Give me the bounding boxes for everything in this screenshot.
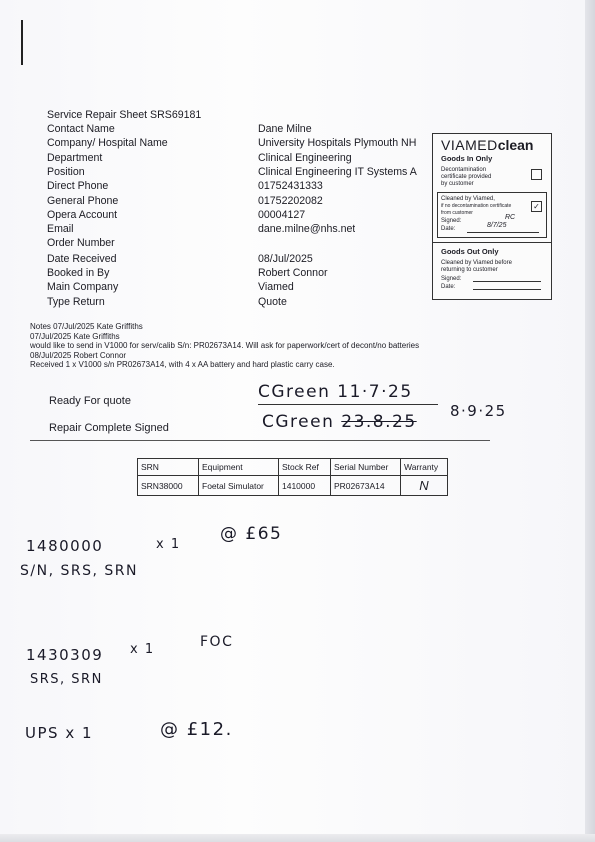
field-label: Position [47, 165, 85, 178]
table-row [138, 476, 448, 496]
hand-line2-items: SRS, SRN [30, 672, 103, 687]
stamp-out-text-2: returning to customer [441, 267, 498, 273]
field-value: University Hospitals Plymouth NH [258, 137, 417, 150]
stamp-out-title: Goods Out Only [441, 247, 499, 256]
field-value: 00004127 [258, 208, 306, 221]
field-label: General Phone [47, 194, 119, 207]
field-value: 01752431333 [258, 180, 323, 193]
stamp-date-label: Date: [441, 226, 456, 232]
stamp-brand-a: VIAMED [441, 137, 498, 153]
repair-signature [262, 412, 417, 432]
field-value: 01752202082 [258, 194, 323, 207]
stamp-out-text-1: Cleaned by Viamed before [441, 260, 512, 266]
ready-for-quote-label: Ready For quote [49, 395, 131, 407]
stamp-out-signed-line [473, 281, 541, 282]
repair-complete-label: Repair Complete Signed [49, 422, 169, 434]
table-cell: N [401, 476, 448, 496]
stamp-cleaned-text-3: from customer [441, 210, 473, 216]
stamp-out-date: Date: [441, 284, 456, 290]
field-label: Direct Phone [47, 180, 109, 193]
stamp-in-text-1: Decontamination [441, 167, 487, 173]
hand-line3-price: @ £12. [160, 719, 233, 740]
hand-line1-code: 1480000 [26, 537, 104, 555]
viamed-clean-stamp [432, 133, 552, 300]
field-label: Order Number [47, 237, 115, 250]
stamp-cleaned-text-1: Cleaned by Viamed, [441, 196, 495, 202]
stamp-in-text-3: by customer [441, 181, 474, 187]
field-value: Clinical Engineering IT Systems A [258, 165, 417, 178]
field-value: Viamed [258, 281, 294, 294]
table-header: Equipment [199, 459, 279, 476]
field-label: Date Received [47, 252, 117, 265]
stamp-date-line [467, 232, 539, 233]
margin-mark [21, 20, 23, 65]
stamp-in-text-2: certificate provided [441, 174, 492, 180]
stamp-brand [441, 138, 534, 153]
field-label: Department [47, 151, 103, 164]
field-label: Opera Account [47, 208, 118, 221]
note-line: would like to send in V1000 for serv/calib S/n: PR02673A14. Will ask for paperwork/cert of decont/no batteries [30, 341, 420, 351]
repair-signature-crossed-date: 23.8.25 [341, 412, 417, 432]
notes-block [30, 322, 419, 370]
paper-bottom-edge [0, 834, 595, 842]
ready-signature: CGreen 11·7·25 [258, 382, 413, 402]
table-header: SRN [138, 459, 199, 476]
table-cell: 1410000 [279, 476, 331, 496]
stamp-checkbox-1 [531, 169, 542, 180]
stamp-signed-label: Signed: [441, 218, 462, 224]
hand-line3-code: UPS x 1 [25, 724, 94, 742]
field-value: Quote [258, 295, 287, 308]
table-header-row [138, 459, 448, 476]
hand-line1-items: S/N, SRS, SRN [20, 563, 138, 579]
stamp-date-value: 8/7/25 [487, 222, 507, 229]
note-line: 08/Jul/2025 Robert Connor [30, 350, 127, 360]
note-line: Received 1 x V1000 s/n PR02673A14, with 4 x AA battery and hard plastic carry case. [30, 360, 335, 370]
stamp-out-date-line [473, 289, 541, 290]
field-value: 08/Jul/2025 [258, 252, 313, 265]
table-header: Warranty [401, 459, 448, 476]
field-label: Contact Name [47, 123, 115, 135]
hand-line2-code: 1430309 [26, 646, 104, 664]
field-label: Company/ Hospital Name [47, 137, 168, 150]
hand-line1-price: @ £65 [220, 524, 283, 544]
section-divider [30, 440, 490, 441]
field-value: dane.milne@nhs.net [258, 223, 356, 236]
field-label: Booked in By [47, 267, 110, 279]
stamp-divider [433, 242, 551, 243]
note-line: 07/Jul/2025 Kate Griffiths [30, 331, 120, 341]
stamp-out-signed: Signed: [441, 276, 462, 282]
table-cell: SRN38000 [138, 476, 199, 496]
table-cell: PR02673A14 [331, 476, 401, 496]
field-value: Robert Connor [258, 267, 328, 279]
note-line: Notes 07/Jul/2025 Kate Griffiths [30, 322, 143, 331]
field-label: Main Company [47, 281, 119, 294]
equipment-table [137, 458, 448, 496]
table-header: Stock Ref [279, 459, 331, 476]
field-value: Clinical Engineering [258, 151, 352, 164]
field-label: Type Return [47, 295, 105, 308]
hand-line1-qty: x 1 [156, 537, 181, 552]
repair-signature-name: CGreen [262, 412, 335, 432]
stamp-cleaned-text-2: if no decontamination certificate [441, 203, 512, 209]
repair-signature-date: 8·9·25 [450, 402, 507, 420]
hand-line2-qty: x 1 [130, 642, 155, 657]
sheet-title: Service Repair Sheet SRS69181 [47, 109, 202, 121]
field-label: Email [47, 223, 74, 236]
field-value: Dane Milne [258, 123, 312, 135]
stamp-signed-value: RC [505, 214, 516, 221]
stamp-in-title: Goods In Only [441, 154, 493, 163]
ready-signature-underline [258, 404, 438, 405]
paper-edge [585, 0, 595, 842]
table-header: Serial Number [331, 459, 401, 476]
stamp-brand-b: clean [497, 137, 534, 153]
table-cell: Foetal Simulator [199, 476, 279, 496]
stamp-checkbox-2-checked: ✓ [531, 201, 542, 212]
hand-line2-price: FOC [200, 634, 234, 650]
